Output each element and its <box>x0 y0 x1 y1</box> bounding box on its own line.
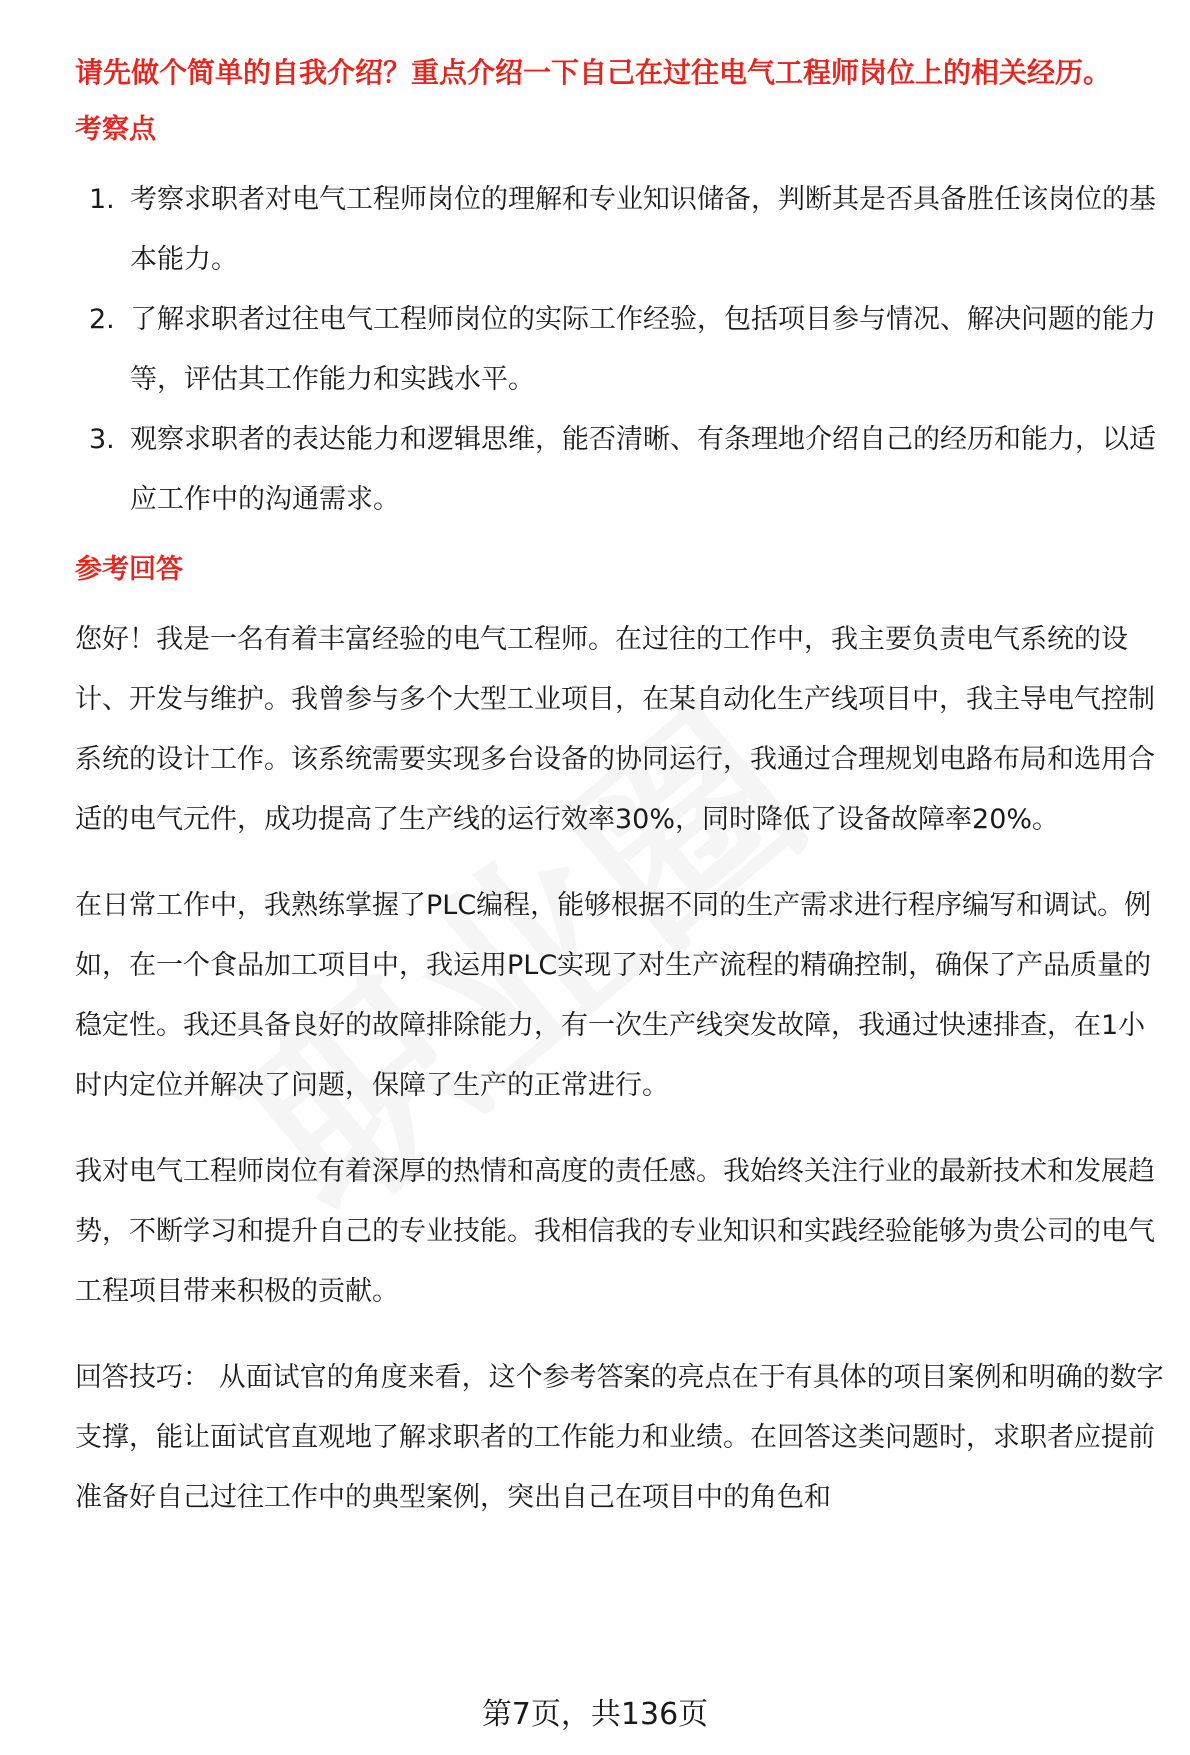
answer-paragraph: 我对电气工程师岗位有着深厚的热情和高度的责任感。我始终关注行业的最新技术和发展趋势，不断学习和提升自己的专业技能。我相信我的专业知识和实践经验能够为贵公司的电气工程项目带来积极的贡献。 <box>75 1156 1155 1307</box>
list-item-text: 了解求职者过往电气工程师岗位的实际工作经验，包括项目参与情况、解决问题的能力等，评估其工作能力和实践水平。 <box>130 304 1156 395</box>
list-item <box>75 410 1165 530</box>
answer-paragraph: 您好！我是一名有着丰富经验的电气工程师。在过往的工作中，我主要负责电气系统的设计、开发与维护。我曾参与多个大型工业项目，在某自动化生产线项目中，我主导电气控制系统的设计工作。该系统需要实现多台设备的协同运行，我通过合理规划电路布局和选用合适的电气元件，成功提高了生产线的运行效率30%，同时降低了设备故障率20%。 <box>75 624 1155 835</box>
list-item <box>75 290 1165 410</box>
answer-tips-paragraph: 回答技巧： 从面试官的角度来看，这个参考答案的亮点在于有具体的项目案例和明确的数字支撑，能让面试官直观地了解求职者的工作能力和业绩。在回答这类问题时，求职者应提前准备好自己过往工作中的典型案例，突出自己在项目中的角色和 <box>75 1362 1164 1513</box>
list-item-number: 2. <box>89 304 115 335</box>
list-item-text: 观察求职者的表达能力和逻辑思维，能否清晰、有条理地介绍自己的经历和能力，以适应工作中的沟通需求。 <box>130 424 1156 515</box>
list-item-text: 考察求职者对电气工程师岗位的理解和专业知识储备，判断其是否具备胜任该岗位的基本能力。 <box>130 184 1156 275</box>
exam-points-title: 考察点 <box>75 114 156 145</box>
exam-points-list <box>75 170 1165 530</box>
page-number: 第7页，共136页 <box>481 1697 709 1732</box>
answer-paragraph: 在日常工作中，我熟练掌握了PLC编程，能够根据不同的生产需求进行程序编写和调试。例如，在一个食品加工项目中，我运用PLC实现了对生产流程的精确控制，确保了产品质量的稳定性。我还具备良好的故障排除能力，有一次生产线突发故障，我通过快速排查，在1小时内定位并解决了问题，保障了生产的正常进行。 <box>75 890 1152 1101</box>
list-item <box>75 170 1165 290</box>
answer-title: 参考回答 <box>75 554 183 585</box>
list-item-number: 1. <box>89 184 115 215</box>
question-heading: 请先做个简单的自我介绍？重点介绍一下自己在过往电气工程师岗位上的相关经历。 <box>75 56 1112 89</box>
document-page <box>75 54 1165 1554</box>
list-item-number: 3. <box>89 424 115 455</box>
